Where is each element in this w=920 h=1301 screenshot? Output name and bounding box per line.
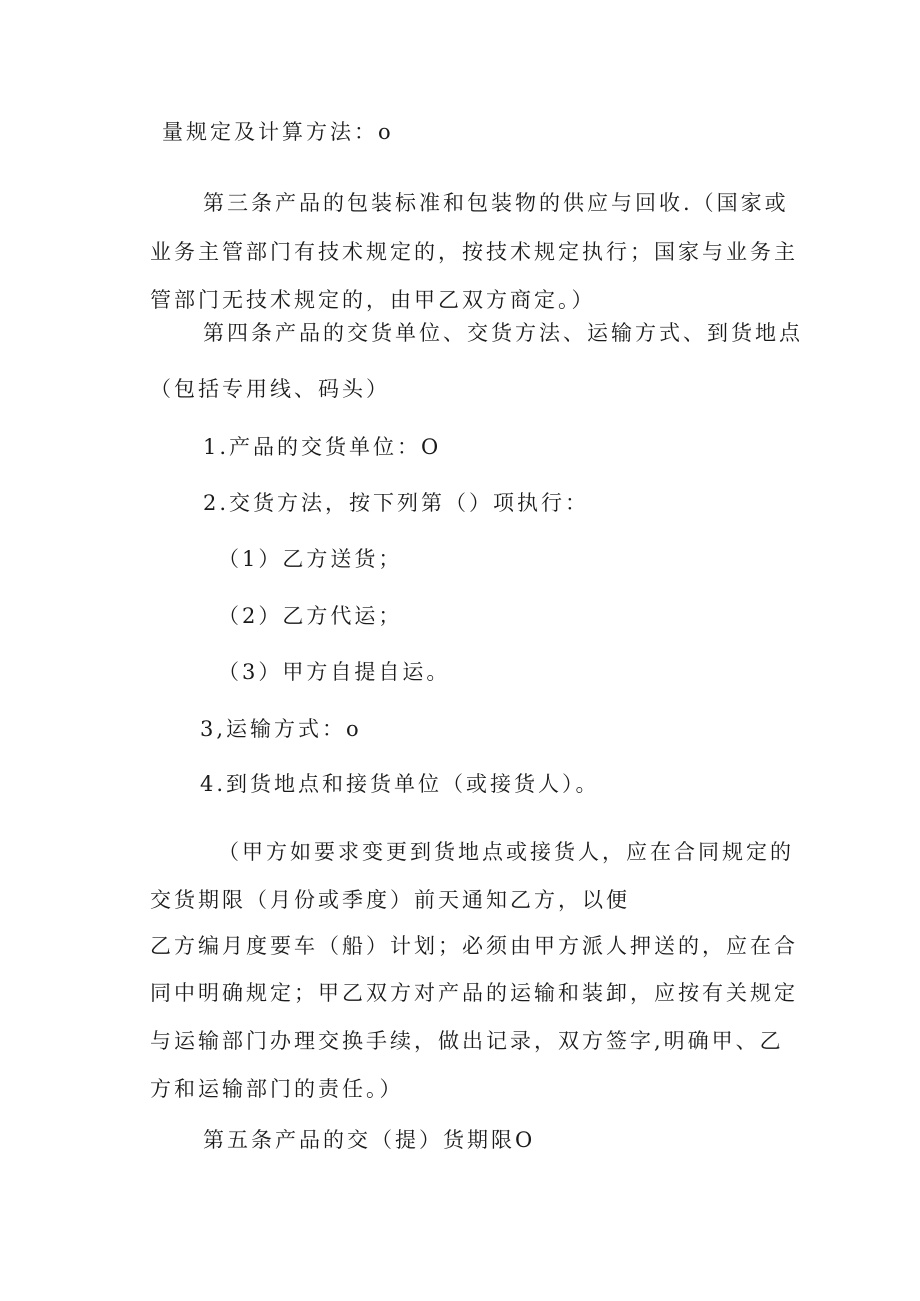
clause-5-heading: 第五条产品的交（提）货期限O <box>203 1128 536 1152</box>
clause-text-line: 量规定及计算方法：o <box>162 120 394 144</box>
clause-text-line: 业务主管部门有技术规定的，按技术规定执行；国家与业务主 <box>150 240 798 264</box>
note-paragraph-line: 乙方编月度要车（船）计划；必须由甲方派人押送的，应在合 <box>150 934 798 958</box>
note-paragraph-line: （甲方如要求变更到货地点或接货人，应在合同规定的 <box>218 840 794 864</box>
clause-4-heading: 第四条产品的交货单位、交货方法、运输方式、到货地点 <box>203 321 803 345</box>
sub-item-2: （2）乙方代运； <box>218 604 403 628</box>
list-item-2: 2.交货方法，按下列第（）项执行： <box>203 491 590 515</box>
list-item-4: 4.到货地点和接货单位（或接货人）。 <box>200 772 600 796</box>
clause-text-line: 管部门无技术规定的，由甲乙双方商定。） <box>150 288 596 312</box>
note-paragraph-line: 与运输部门办理交换手续，做出记录，双方签字,明确甲、乙 <box>150 1029 784 1053</box>
sub-item-3: （3）甲方自提自运。 <box>218 660 451 684</box>
note-paragraph-line: 同中明确规定；甲乙双方对产品的运输和装卸，应按有关规定 <box>150 981 798 1005</box>
list-item-3: 3,运输方式：o <box>200 717 362 741</box>
sub-item-1: （1）乙方送货； <box>218 547 403 571</box>
note-paragraph-line: 方和运输部门的责任。） <box>150 1077 404 1101</box>
clause-text-line: （包括专用线、码头） <box>150 377 390 401</box>
note-paragraph-line: 交货期限（月份或季度）前天通知乙方，以便 <box>150 888 630 912</box>
clause-3-heading: 第三条产品的包装标准和包装物的供应与回收.（国家或 <box>203 191 789 215</box>
list-item-1: 1.产品的交货单位：O <box>203 435 442 459</box>
